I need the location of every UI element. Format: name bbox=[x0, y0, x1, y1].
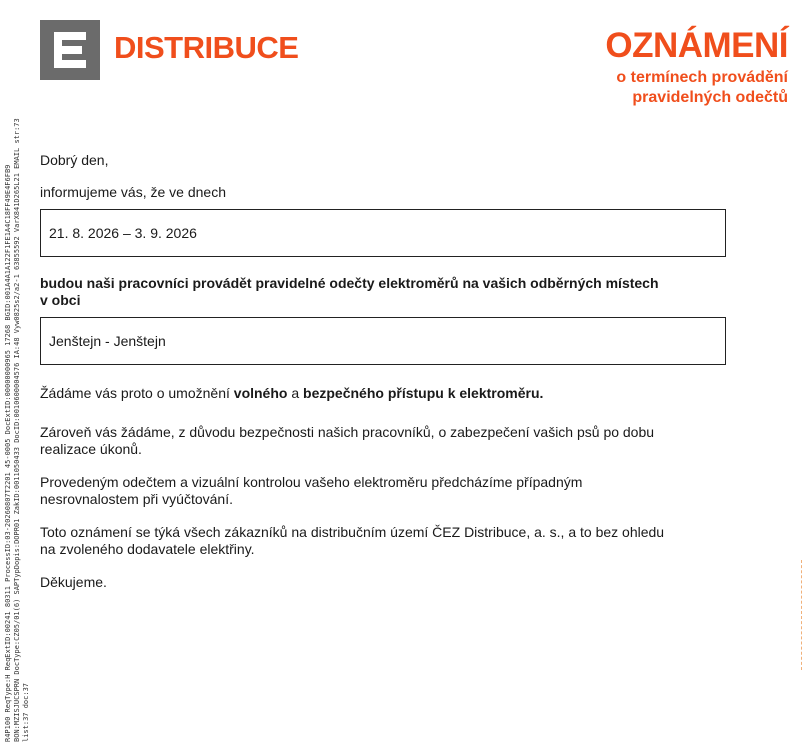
date-range-box bbox=[40, 209, 726, 257]
reading-info bbox=[40, 474, 740, 508]
access-request-prefix: Žádáme vás proto o umožnění bbox=[40, 385, 234, 401]
greeting: Dobrý den, bbox=[40, 152, 109, 168]
notice-subtitle-line2: pravidelných odečtů bbox=[632, 89, 788, 106]
dogs-request-line1: Zároveň vás žádáme, z důvodu bezpečnosti našich pracovníků, o zabezpečení vašich psů po dobu bbox=[40, 424, 655, 440]
access-request-and: a bbox=[287, 385, 304, 401]
dogs-request-line2: realizace úkonů. bbox=[40, 441, 142, 457]
access-request-safe: bezpečného přístupu k elektroměru. bbox=[303, 385, 544, 401]
municipality-value: Jenštejn - Jenštejn bbox=[49, 332, 166, 349]
notice-subtitle bbox=[528, 68, 788, 108]
access-request-free: volného bbox=[233, 385, 288, 401]
notice-subtitle-line1: o termínech provádění bbox=[616, 69, 788, 86]
workers-text-line1: budou naši pracovníci provádět pravidelné odečty elektroměrů na vašich odběrných místech bbox=[40, 275, 659, 291]
reading-info-line2: nesrovnalostem při vyúčtování. bbox=[40, 491, 233, 507]
thanks: Děkujeme. bbox=[40, 574, 107, 590]
scope-info-line1: Toto oznámení se týká všech zákazníků na distribučním území ČEZ Distribuce, a. s., a to bez ohledu bbox=[40, 524, 665, 540]
notice-title: OZNÁMENÍ bbox=[605, 26, 788, 65]
scope-info bbox=[40, 524, 740, 558]
access-request bbox=[40, 385, 740, 402]
cez-logo-icon bbox=[40, 20, 100, 80]
dogs-request bbox=[40, 424, 740, 458]
scope-info-line2: na zvoleného dodavatele elektřiny. bbox=[40, 541, 255, 557]
brand-name: DISTRIBUCE bbox=[114, 30, 299, 65]
letter-body bbox=[40, 148, 740, 591]
workers-text bbox=[40, 275, 740, 309]
date-range-value: 21. 8. 2026 – 3. 9. 2026 bbox=[49, 224, 197, 241]
reading-info-line1: Provedeným odečtem a vizuální kontrolou vašeho elektroměru předcházíme případným bbox=[40, 474, 583, 490]
tracking-code-line1: R4P100 ReqType:H ReqExtID:00241 80311 ProcessID:03-20260807T2201 45-0005 DocExtID:00000000965 17268 BGID:001A4A1A122F1FE1A4C18FF49E4F6FB9 bbox=[4, 164, 12, 742]
tracking-code-line2: BON:MZISJUCSPRN DocType:CZ05/01(6) SAPTypDopis:DOPR01 ZakID:0011050433 DocID:0010600004576 IA:48 Vyw0825s2/a2-1 63855592 VarX841D265L21 EMAIL str:73 bbox=[13, 118, 21, 742]
municipality-box bbox=[40, 317, 726, 365]
workers-text-line2: v obci bbox=[40, 292, 81, 308]
tracking-code-line3: list:37 doc:37 bbox=[22, 682, 30, 742]
document-tracking-code bbox=[4, 42, 31, 742]
intro-text: informujeme vás, že ve dnech bbox=[40, 184, 226, 200]
